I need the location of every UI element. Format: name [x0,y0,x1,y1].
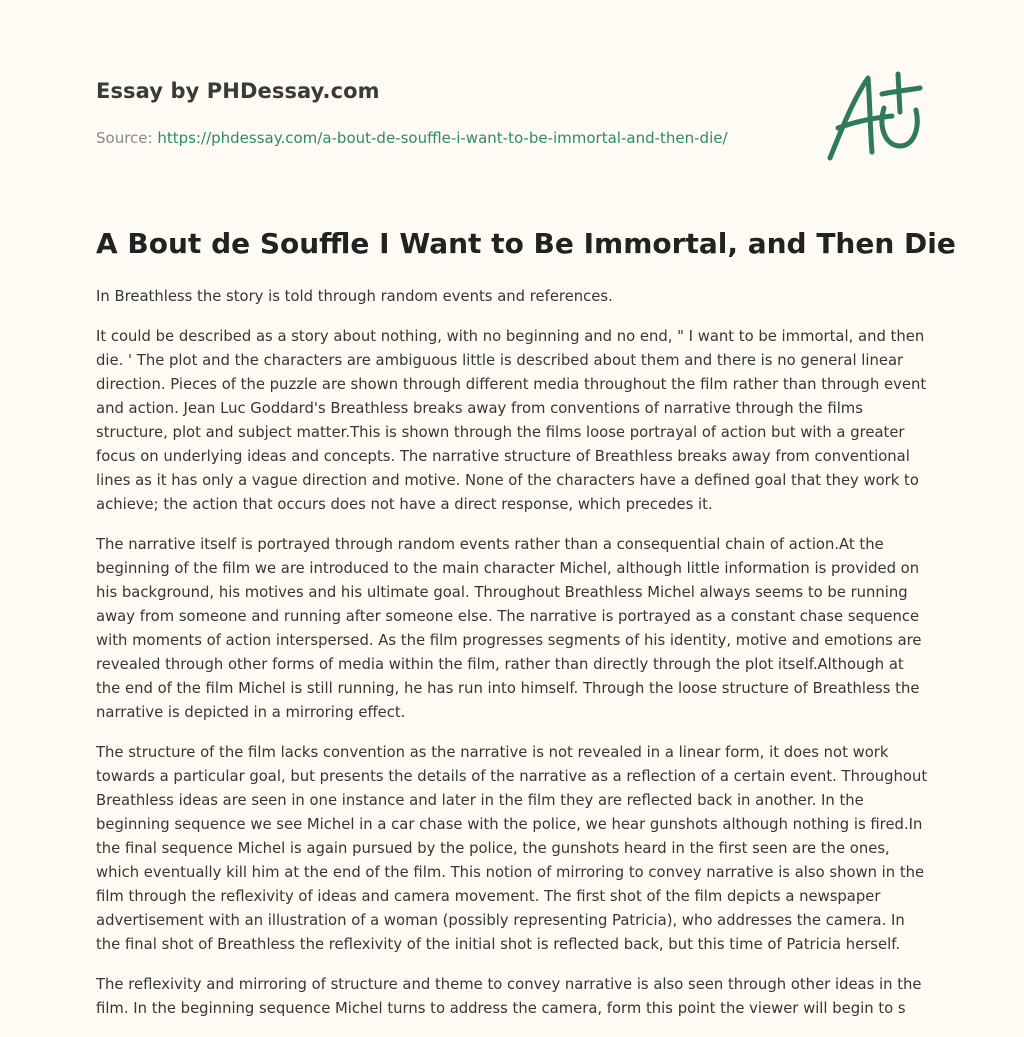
source-link[interactable]: https://phdessay.com/a-bout-de-souffle-i-want-to-be-immortal-and-then-die/ [157,129,728,147]
essay-paragraph: The narrative itself is portrayed through random events rather than a consequential chain of action.At the beginning of the film we are introduced to the main character Michel, although little information is provided on his background, his motives and his ultimate goal. Throughout Breathless Michel always seems to be running away from someone and running after someone else. The narrative is portrayed as a constant chase sequence with moments of action interspersed. As the film progresses segments of his identity, motive and emotions are revealed through other forms of media within the film, rather than directly through the plot itself.Although at the end of the film Michel is still running, he has run into himself. Through the loose structure of Breathless the narrative is depicted in a mirroring effect. [96,536,922,721]
site-brand: Essay by PHDessay.com [96,79,380,103]
a-plus-logo-icon [820,66,932,166]
essay-paragraph: It could be described as a story about nothing, with no beginning and no end, " I want to be immortal, and then die. ' The plot and the characters are ambiguous little is described about them and there is no general linear direction. Pieces of the puzzle are shown through different media throughout the film rather than through event and action. Jean Luc Goddard's Breathless breaks away from conventions of narrative through the films structure, plot and subject matter.This is shown through the films loose portrayal of action but with a greater focus on underlying ideas and concepts. The narrative structure of Breathless breaks away from conventional lines as it has only a vague direction and motive. None of the characters have a defined goal that they work to achieve; the action that occurs does not have a direct response, which precedes it. [96,328,927,513]
essay-title: A Bout de Souffle I Want to Be Immortal, and Then Die [96,227,956,260]
essay-paragraph: The structure of the film lacks convention as the narrative is not revealed in a linear form, it does not work towards a particular goal, but presents the details of the narrative as a reflection of a certain event. Throughout Breathless ideas are seen in one instance and later in the film they are reflected back in another. In the beginning sequence we see Michel in a car chase with the police, we hear gunshots although nothing is fired.In the final sequence Michel is again pursued by the police, the gunshots heard in the first seen are the ones, which eventually kill him at the end of the film. This notion of mirroring to convey narrative is also shown in the film through the reflexivity of ideas and camera movement. The first shot of the film depicts a newspaper advertisement with an illustration of a woman (possibly representing Patricia), who addresses the camera. In the final shot of Breathless the reflexivity of the initial shot is reflected back, but this time of Patricia herself. [96,744,928,953]
essay-body [96,285,931,1037]
source-label: Source: [96,129,153,147]
essay-paragraph: The reflexivity and mirroring of structure and theme to convey narrative is also seen through other ideas in the film. In the beginning sequence Michel turns to address the camera, form this point the viewer will begin to s [96,976,922,1017]
source-line [96,128,796,148]
essay-paragraph: In Breathless the story is told through random events and references. [96,288,613,305]
page-header [96,76,796,148]
